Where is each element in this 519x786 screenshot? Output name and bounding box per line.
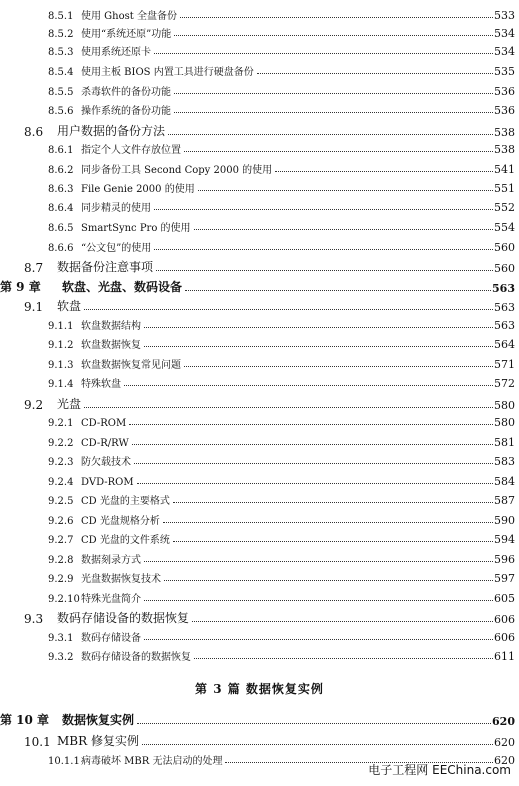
dot-leader (180, 16, 493, 18)
dot-leader (184, 365, 493, 367)
toc-chapter-row (0, 277, 515, 295)
entry-title: DVD-ROM (81, 477, 134, 488)
entry-title: 数据刻录方式 (81, 555, 141, 566)
entry-number: 9.2.1 (48, 418, 74, 429)
watermark-text: 电子工程网 EEChina.com (368, 763, 511, 777)
dot-leader (185, 289, 491, 291)
entry-title: 软盘数据恢复 (81, 340, 141, 351)
dot-leader (137, 482, 493, 484)
entry-number: 9.1.1 (48, 321, 74, 332)
entry-title: 光盘数据恢复技术 (81, 574, 161, 585)
toc-subsection-row (48, 491, 515, 507)
page-number: 563 (494, 319, 515, 332)
toc-subsection-row (48, 238, 515, 254)
dot-leader (84, 406, 493, 408)
toc-subsection-row (48, 82, 515, 98)
dot-leader (132, 443, 493, 445)
entry-number: 第 10 章 (0, 713, 50, 727)
toc-subsection-row (48, 355, 515, 371)
entry-title: 软盘 (57, 299, 82, 313)
page-number: 554 (494, 221, 515, 234)
entry-title: 数据恢复实例 (62, 713, 135, 727)
entry-title: 防欠载技术 (81, 457, 131, 468)
dot-leader (154, 52, 493, 54)
dot-leader (194, 657, 493, 659)
entry-number: 9.2.5 (48, 496, 74, 507)
toc-section-row (24, 296, 515, 314)
toc-subsection-row (48, 335, 515, 351)
entry-title: 杀毒软件的备份功能 (81, 87, 171, 98)
entry-title: CD 光盘规格分析 (81, 516, 160, 527)
entry-title: 软盘数据恢复常见问题 (81, 360, 181, 371)
entry-title: 软盘、光盘、数码设备 (62, 280, 183, 294)
entry-title: 同步备份工具 Second Copy 2000 的使用 (81, 165, 273, 176)
toc-chapter-row (0, 710, 515, 728)
dot-leader (257, 72, 493, 74)
page-number: 572 (494, 377, 515, 390)
entry-title: CD 光盘的主要格式 (81, 496, 170, 507)
toc-subsection-row (48, 374, 515, 390)
toc-subsection-row (48, 628, 515, 644)
entry-number: 9.1 (24, 300, 44, 314)
page-number: 611 (494, 650, 515, 663)
entry-title: 数码存储设备 (81, 633, 141, 644)
page-number: 534 (494, 45, 515, 58)
entry-number: 8.7 (24, 261, 44, 275)
page-number: 594 (494, 533, 515, 546)
toc-subsection-row (48, 140, 515, 156)
page-number: 581 (494, 436, 515, 449)
entry-title: 特殊软盘 (81, 379, 121, 390)
dot-leader (124, 384, 493, 386)
entry-number: 8.6.5 (48, 223, 74, 234)
page-number: 571 (494, 358, 515, 371)
toc-subsection-row (48, 316, 515, 332)
toc-subsection-row (48, 198, 515, 214)
dot-leader (174, 34, 493, 36)
entry-title: 特殊光盘简介 (81, 594, 141, 605)
entry-title: CD-ROM (81, 418, 127, 429)
entry-number: 第 9 章 (0, 280, 41, 294)
entry-number: 9.2 (24, 398, 44, 412)
dot-leader (144, 638, 493, 640)
page-number: 538 (494, 126, 515, 139)
entry-number: 9.2.8 (48, 555, 74, 566)
toc-subsection-row (48, 218, 515, 234)
page-number: 590 (494, 514, 515, 527)
toc-section-row (24, 121, 515, 139)
entry-number: 8.6.2 (48, 165, 74, 176)
page-number: 536 (494, 104, 515, 117)
dot-leader (184, 150, 493, 152)
dot-leader (144, 560, 493, 562)
entry-title: CD-R/RW (81, 438, 129, 449)
entry-number: 9.3.1 (48, 633, 74, 644)
toc-subsection-row (48, 472, 515, 488)
entry-number: 8.5.1 (48, 11, 74, 22)
page-number: 580 (494, 399, 515, 412)
entry-title: 数码存储设备的数据恢复 (81, 652, 191, 663)
page-number: 620 (492, 715, 515, 728)
page-number: 534 (494, 27, 515, 40)
dot-leader (164, 579, 493, 581)
entry-title: 使用主板 BIOS 内置工具进行硬盘备份 (81, 67, 254, 78)
entry-number: 8.5.5 (48, 87, 74, 98)
entry-title: 数据备份注意事项 (57, 260, 154, 274)
entry-number: 8.6.3 (48, 184, 74, 195)
entry-title: 指定个人文件存放位置 (81, 145, 181, 156)
page-number: 538 (494, 143, 515, 156)
entry-number: 9.2.9 (48, 574, 74, 585)
page-number: 560 (494, 262, 515, 275)
dot-leader (144, 599, 493, 601)
dot-leader (192, 620, 493, 622)
dot-leader (137, 722, 491, 724)
entry-number: 9.2.6 (48, 516, 74, 527)
entry-title: File Genie 2000 的使用 (81, 184, 195, 195)
entry-title: MBR 修复实例 (57, 734, 139, 748)
dot-leader (129, 423, 493, 425)
entry-title: CD 光盘的文件系统 (81, 535, 170, 546)
entry-title: 操作系统的备份功能 (81, 106, 171, 117)
page-number: 606 (494, 631, 515, 644)
toc-subsection-row (48, 6, 515, 22)
entry-number: 8.6.6 (48, 243, 74, 254)
dot-leader (163, 521, 493, 523)
entry-number: 8.6 (24, 125, 44, 139)
page-number: 606 (494, 613, 515, 626)
toc-section-row (24, 608, 515, 626)
entry-title: SmartSync Pro 的使用 (81, 223, 191, 234)
entry-title: 光盘 (57, 397, 82, 411)
page-number: 533 (494, 9, 515, 22)
page-number: 535 (494, 65, 515, 78)
entry-number: 8.5.2 (48, 29, 74, 40)
toc-subsection-row (48, 511, 515, 527)
page-number: 580 (494, 416, 515, 429)
toc-subsection-row (48, 101, 515, 117)
page-number: 551 (494, 182, 515, 195)
page-number: 596 (494, 553, 515, 566)
toc-subsection-row (48, 530, 515, 546)
entry-number: 8.5.4 (48, 67, 74, 78)
dot-leader (156, 269, 493, 271)
toc-subsection-row (48, 433, 515, 449)
toc-subsection-row (48, 179, 515, 195)
page-number: 563 (492, 282, 515, 295)
dot-leader (144, 345, 493, 347)
toc-subsection-row (48, 589, 515, 605)
entry-number: 8.6.1 (48, 145, 74, 156)
page-number: 605 (494, 592, 515, 605)
dot-leader (194, 228, 493, 230)
dot-leader (168, 133, 493, 135)
entry-number: 8.5.3 (48, 47, 74, 58)
entry-title: 使用“系统还原”功能 (81, 29, 172, 40)
entry-number: 10.1.1 (48, 756, 80, 767)
dot-leader (142, 743, 493, 745)
page-number: 620 (494, 754, 515, 767)
entry-number: 9.2.2 (48, 438, 74, 449)
page-number: 552 (494, 201, 515, 214)
entry-title: 数码存储设备的数据恢复 (57, 611, 190, 625)
dot-leader (144, 326, 493, 328)
toc-subsection-row (48, 160, 515, 176)
entry-number: 9.1.2 (48, 340, 74, 351)
entry-title: 病毒破坏 MBR 无法启动的处理 (81, 756, 223, 767)
dot-leader (134, 462, 493, 464)
entry-number: 8.5.6 (48, 106, 74, 117)
dot-leader (275, 170, 493, 172)
dot-leader (173, 540, 493, 542)
dot-leader (198, 189, 493, 191)
entry-number: 9.3 (24, 612, 44, 626)
entry-number: 9.3.2 (48, 652, 74, 663)
page-number: 563 (494, 301, 515, 314)
entry-number: 9.2.7 (48, 535, 74, 546)
dot-leader (173, 501, 493, 503)
entry-number: 9.1.4 (48, 379, 74, 390)
toc-section-row (24, 394, 515, 412)
entry-number: 9.2.10 (48, 594, 80, 605)
entry-title: “公文包”的使用 (81, 243, 152, 254)
part-heading: 第 3 篇 数据恢复实例 (195, 682, 324, 696)
entry-title: 使用 Ghost 全盘备份 (81, 11, 177, 22)
toc-subsection-row (48, 452, 515, 468)
dot-leader (154, 248, 493, 250)
page-number: 583 (494, 455, 515, 468)
entry-number: 9.2.3 (48, 457, 74, 468)
toc-subsection-row (48, 413, 515, 429)
toc-subsection-row (48, 569, 515, 585)
toc-subsection-row (48, 42, 515, 58)
page-number: 620 (494, 736, 515, 749)
page-number: 587 (494, 494, 515, 507)
page-number: 536 (494, 85, 515, 98)
entry-number: 8.6.4 (48, 203, 74, 214)
toc-subsection-row (48, 62, 515, 78)
toc-subsection-row (48, 24, 515, 40)
toc-subsection-row (48, 647, 515, 663)
dot-leader (174, 111, 493, 113)
page-number: 564 (494, 338, 515, 351)
entry-number: 9.1.3 (48, 360, 74, 371)
entry-number: 10.1 (24, 735, 51, 749)
toc-section-row (24, 731, 515, 749)
toc-subsection-row (48, 550, 515, 566)
entry-title: 使用系统还原卡 (81, 47, 151, 58)
dot-leader (154, 208, 493, 210)
page-number: 597 (494, 572, 515, 585)
entry-title: 软盘数据结构 (81, 321, 141, 332)
dot-leader (174, 92, 493, 94)
entry-title: 同步精灵的使用 (81, 203, 151, 214)
dot-leader (84, 308, 493, 310)
page-number: 541 (494, 163, 515, 176)
entry-title: 用户数据的备份方法 (57, 124, 166, 138)
page-number: 584 (494, 475, 515, 488)
page-number: 560 (494, 241, 515, 254)
toc-section-row (24, 257, 515, 275)
entry-number: 9.2.4 (48, 477, 74, 488)
